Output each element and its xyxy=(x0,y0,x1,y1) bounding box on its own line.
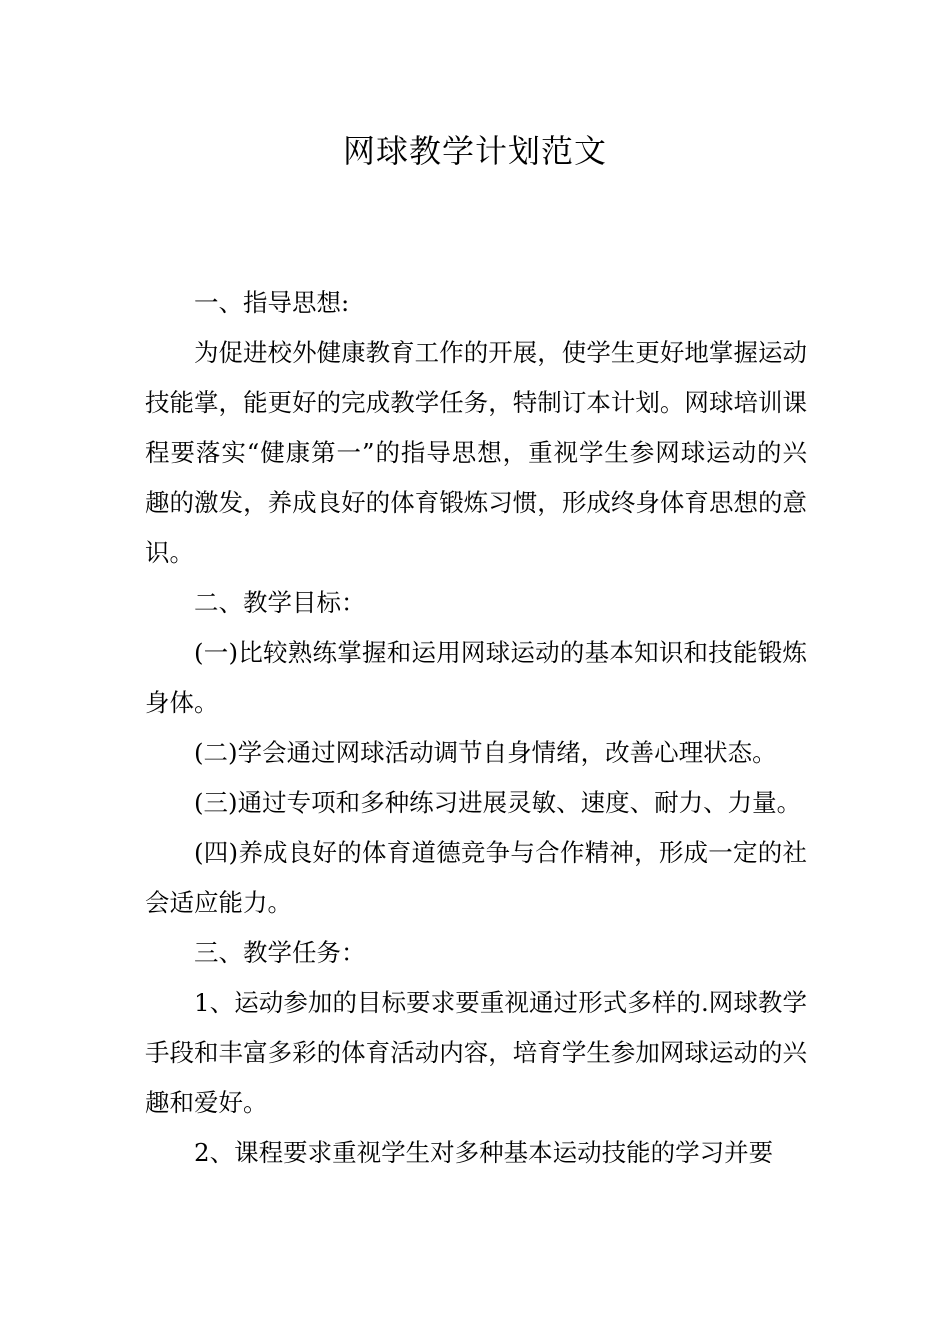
paragraph-guiding-ideology: 为促进校外健康教育工作的开展，使学生更好地掌握运动技能掌，能更好的完成教学任务，特制订本计划。网球培训课程要落实“健康第一”的指导思想，重视学生参网球运动的兴趣的激发，养成良好的体育锻炼习惯，形成终身体育思想的意识。 xyxy=(145,338,807,567)
goal-item-2: (二)学会通过网球活动调节自身情绪，改善心理状态。 xyxy=(194,738,777,767)
goal-item-4: (四)养成良好的体育道德竞争与合作精神，形成一定的社会适应能力。 xyxy=(145,838,807,917)
section-heading-guiding-ideology: 一、指导思想: xyxy=(194,288,350,317)
document-title: 网球教学计划范文 xyxy=(342,132,607,170)
task-item-2: 2、课程要求重视学生对多种基本运动技能的学习并要 xyxy=(194,1138,774,1167)
task-item-1: 1、运动参加的目标要求要重视通过形式多样的.网球教学手段和丰富多彩的体育活动内容，培育学生参加网球运动的兴趣和爱好。 xyxy=(145,988,807,1117)
section-heading-teaching-tasks: 三、教学任务： xyxy=(194,938,366,967)
document-body xyxy=(145,278,807,1178)
goal-item-1: (一)比较熟练掌握和运用网球运动的基本知识和技能锻炼身体。 xyxy=(145,638,807,717)
section-heading-teaching-goals: 二、教学目标： xyxy=(194,588,366,617)
goal-item-3: (三)通过专项和多种练习进展灵敏、速度、耐力、力量。 xyxy=(194,788,802,817)
